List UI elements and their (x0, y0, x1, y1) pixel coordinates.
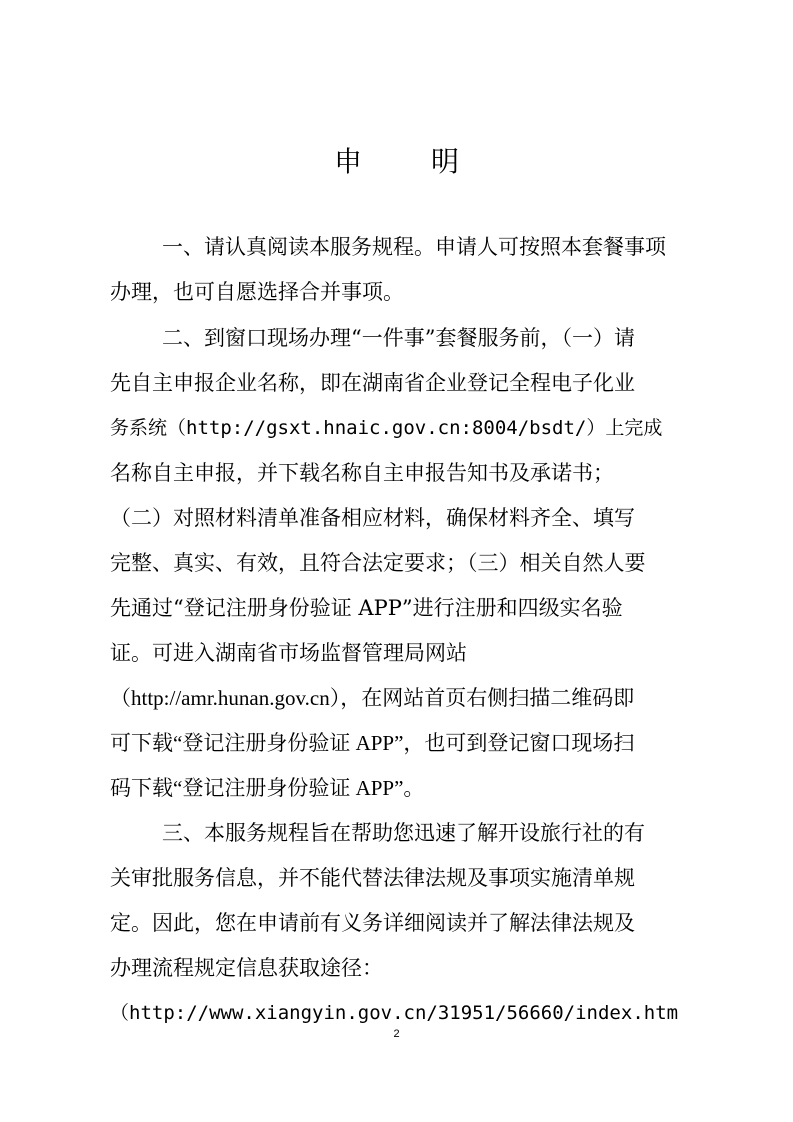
paragraph-2-line-9: （http://amr.hunan.gov.cn），在网站首页右侧扫描二维码即 (110, 686, 635, 710)
paragraph-3-line-3: 定。因此，您在申请前有义务详细阅读并了解法律法规及 (110, 911, 635, 935)
paragraph-3-line-1: 三、本服务规程旨在帮助您迅速了解开设旅行社的有 (162, 821, 645, 845)
paragraph-2-line-3: 务系统（http://gsxt.hnaic.gov.cn:8004/bsdt/）上完成 (110, 417, 663, 439)
paragraph-2-line-2: 先自主申报企业名称，即在湖南省企业登记全程电子化业 (110, 371, 635, 395)
paragraph-3-line-4: 办理流程规定信息获取途径： (110, 956, 383, 980)
paragraph-2-line-1: 二、到窗口现场办理“一件事”套餐服务前，（一）请 (162, 326, 635, 350)
paragraph-2-line-6: 完整、真实、有效，且符合法定要求；（三）相关自然人要 (110, 551, 646, 575)
paragraph-3-line-5: （http://www.xiangyin.gov.cn/31951/56660/index.htm (110, 1002, 679, 1024)
paragraph-2-line-8: 证。可进入湖南省市场监督管理局网站 (110, 641, 467, 665)
document-title: 申 明 (334, 145, 489, 178)
paragraph-3-line-2: 关审批服务信息，并不能代替法律法规及事项实施清单规 (110, 866, 635, 890)
page-number: 2 (393, 1028, 400, 1040)
paragraph-2-line-5: （二）对照材料清单准备相应材料，确保材料齐全、填写 (110, 506, 635, 530)
paragraph-1-line-2: 办理，也可自愿选择合并事项。 (110, 280, 404, 304)
paragraph-1-line-1: 一、请认真阅读本服务规程。申请人可按照本套餐事项 (162, 235, 666, 259)
paragraph-2-line-4: 名称自主申报，并下载名称自主申报告知书及承诺书； (110, 461, 614, 485)
paragraph-2-line-7: 先通过“登记注册身份验证 APP”进行注册和四级实名验 (110, 596, 623, 620)
paragraph-2-line-10: 可下载“登记注册身份验证 APP”，也可到登记窗口现场扫 (110, 731, 635, 755)
paragraph-2-line-11: 码下载“登记注册身份验证 APP”。 (110, 776, 425, 800)
